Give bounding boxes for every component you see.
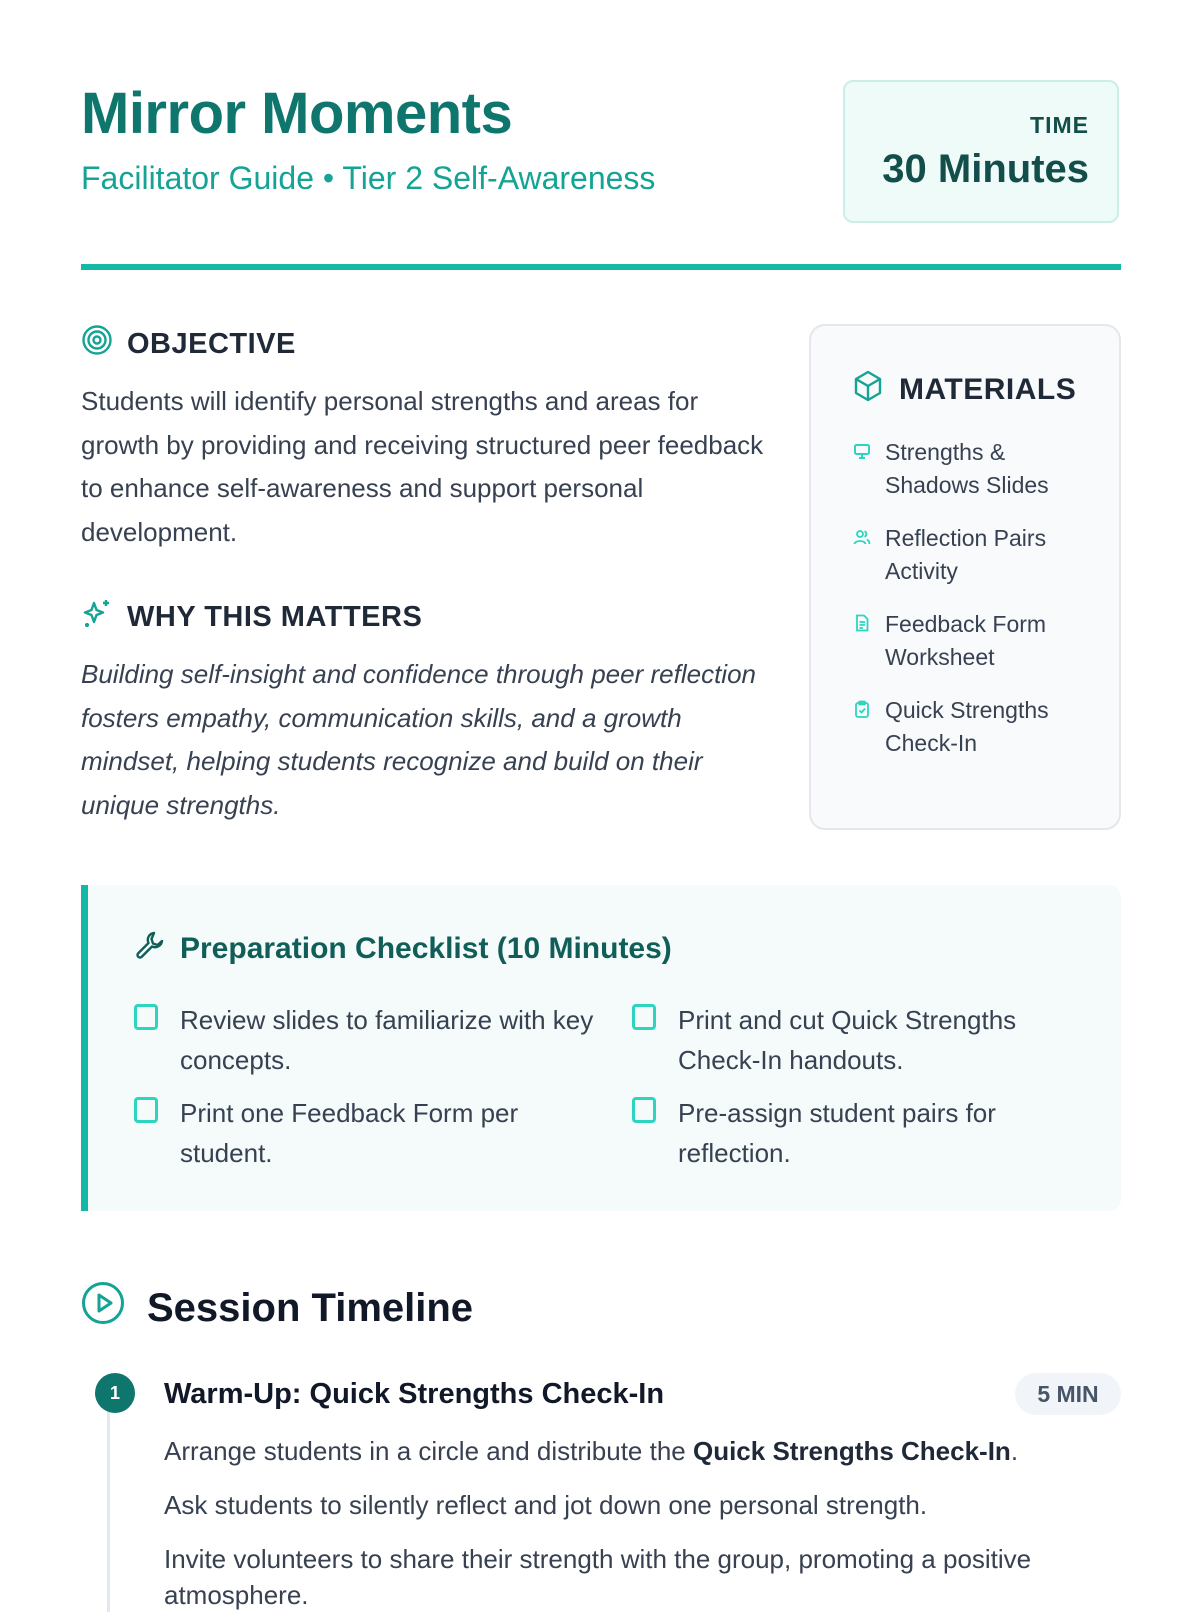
material-label: Reflection Pairs Activity	[885, 525, 1047, 584]
time-value: 30 Minutes	[882, 147, 1089, 191]
page-title: Mirror Moments	[81, 81, 513, 146]
checkbox[interactable]	[632, 1097, 656, 1123]
step-text: .	[1010, 1436, 1019, 1466]
presentation-icon	[853, 442, 871, 460]
step-instruction: Invite volunteers to share their strength with the group, promoting a positive atmosphere.	[164, 1544, 1032, 1610]
time-card	[843, 80, 1119, 223]
preparation-checklist	[81, 885, 1121, 1211]
material-label: Quick Strengths Check-In	[885, 697, 1049, 756]
play-circle-icon	[81, 1281, 147, 1335]
list-item	[853, 522, 1093, 588]
preparation-heading-label: Preparation Checklist (10 Minutes)	[180, 932, 672, 965]
checklist-item-label: Pre-assign student pairs for reflection.	[678, 1098, 996, 1168]
step-text: Arrange students in a circle and distribute the	[164, 1436, 693, 1466]
checklist-item[interactable]	[632, 1093, 1092, 1173]
checklist-item[interactable]	[632, 1000, 1092, 1080]
materials-list	[853, 436, 1093, 780]
timeline-connector	[107, 1412, 110, 1612]
checkbox[interactable]	[632, 1004, 656, 1030]
material-label: Strengths & Shadows Slides	[885, 439, 1049, 498]
list-item	[853, 608, 1093, 674]
sparkles-icon	[81, 597, 127, 637]
checklist-item[interactable]	[134, 1093, 594, 1173]
objective-heading-label: OBJECTIVE	[127, 327, 296, 360]
checkbox[interactable]	[134, 1004, 158, 1030]
step-title: Warm-Up: Quick Strengths Check-In	[164, 1378, 665, 1410]
header-divider	[81, 264, 1121, 270]
step-instruction	[164, 1433, 1018, 1469]
materials-heading	[853, 370, 1076, 410]
step-text-bold: Quick Strengths Check-In	[692, 1436, 1011, 1466]
target-icon	[81, 324, 127, 364]
checklist-item-label: Review slides to familiarize with key concepts.	[180, 1005, 594, 1075]
duration-badge: 5 MIN	[1015, 1373, 1121, 1415]
checklist-item-label: Print one Feedback Form per student.	[180, 1098, 519, 1168]
wrench-icon	[134, 929, 180, 969]
document-icon	[853, 614, 871, 632]
preparation-heading	[134, 929, 672, 969]
why-heading-label: WHY THIS MATTERS	[127, 600, 423, 633]
checklist-item-label: Print and cut Quick Strengths Check-In handouts.	[678, 1005, 1017, 1075]
box-icon	[853, 370, 899, 410]
list-item	[853, 694, 1093, 760]
list-item	[853, 436, 1093, 502]
why-heading	[81, 597, 771, 637]
users-icon	[853, 528, 871, 546]
material-label: Feedback Form Worksheet	[885, 611, 1047, 670]
timeline-heading-label: Session Timeline	[147, 1285, 474, 1330]
time-label: TIME	[1030, 112, 1089, 138]
step-instruction: Ask students to silently reflect and jot down one personal strength.	[164, 1490, 928, 1520]
checklist-item[interactable]	[134, 1000, 594, 1080]
timeline-heading	[81, 1281, 473, 1335]
objective-text: Students will identify personal strengths and areas for growth by providing and receiving structured peer feedback to enhance self-awareness and support personal development.	[81, 386, 764, 547]
objective-heading	[81, 324, 771, 364]
page-subtitle: Facilitator Guide • Tier 2 Self-Awareness	[81, 160, 656, 196]
why-text: Building self-insight and confidence through peer reflection fosters empathy, communication skills, and a growth mindset, helping students recognize and build on their unique strengths.	[81, 659, 756, 820]
materials-card	[809, 324, 1121, 830]
clipboard-icon	[853, 700, 871, 718]
materials-heading-label: MATERIALS	[899, 373, 1077, 406]
why-section	[81, 597, 771, 827]
objective-section	[81, 324, 771, 554]
checkbox[interactable]	[134, 1097, 158, 1123]
step-number: 1	[95, 1373, 135, 1413]
